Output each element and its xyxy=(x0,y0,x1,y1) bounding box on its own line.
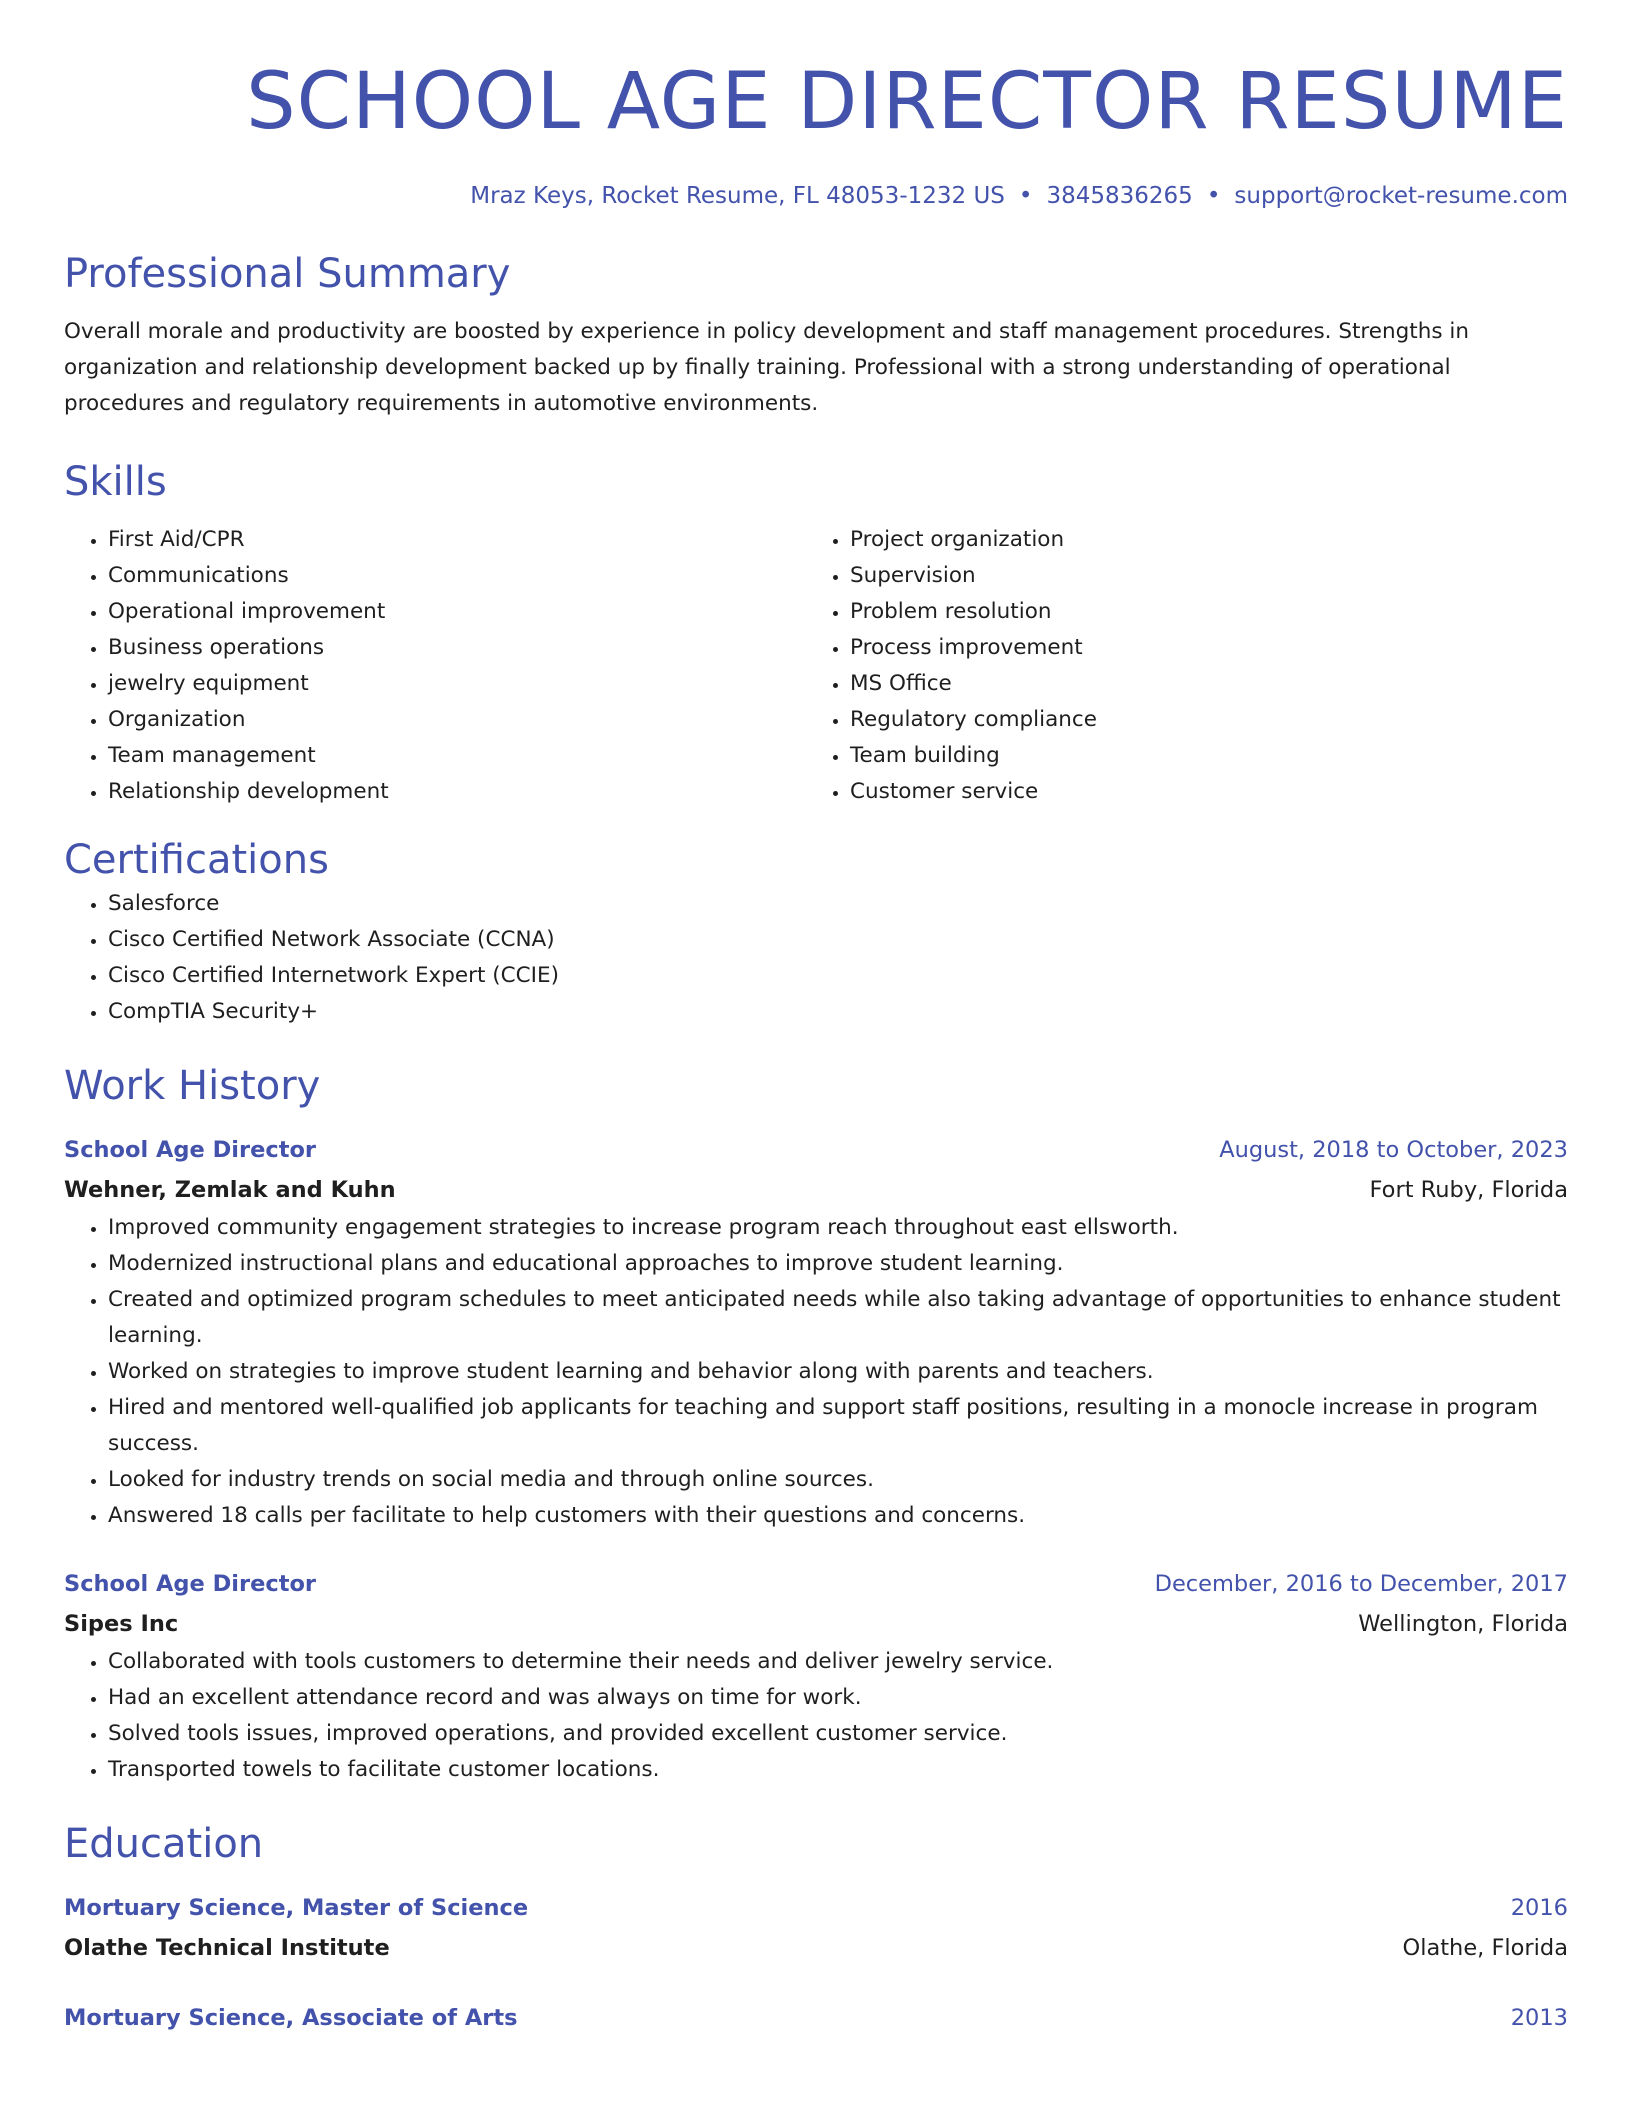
education-degree-row xyxy=(64,1888,1568,1928)
job-bullet: • Collaborated with tools customers to determine their needs and deliver jewelry service. xyxy=(108,1644,1568,1680)
contact-email: support@rocket-resume.com xyxy=(1234,183,1568,209)
job-entry xyxy=(64,1564,1568,1788)
job-bullet: • Hired and mentored well-qualified job applicants for teaching and support staff positions, resulting in a monocle increase in program success. xyxy=(108,1390,1568,1462)
education-degree: Mortuary Science, Master of Science xyxy=(64,1895,529,1921)
job-company-row xyxy=(64,1604,1568,1644)
skill-item: • jewelry equipment xyxy=(108,666,806,702)
skill-item: • Regulatory compliance xyxy=(850,702,1548,738)
job-bullet: • Had an excellent attendance record and was always on time for work. xyxy=(108,1680,1568,1716)
certifications-list xyxy=(64,886,1568,1030)
education-entry xyxy=(64,1888,1568,1968)
education-entry xyxy=(64,1998,1568,2038)
resume-title: SCHOOL AGE DIRECTOR RESUME xyxy=(246,57,1568,147)
education-heading: Education xyxy=(64,1821,264,1867)
job-entry xyxy=(64,1130,1568,1534)
certifications-heading: Certifications xyxy=(64,837,329,883)
job-dates: August, 2018 to October, 2023 xyxy=(1219,1137,1568,1163)
contact-phone: 3845836265 xyxy=(1046,183,1193,209)
job-bullet: • Modernized instructional plans and educational approaches to improve student learning. xyxy=(108,1246,1568,1282)
skill-item: • First Aid/CPR xyxy=(108,522,806,558)
education-location: Olathe, Florida xyxy=(1402,1935,1568,1961)
contact-line xyxy=(64,180,1568,212)
contact-separator: • xyxy=(1018,183,1033,209)
job-company-row xyxy=(64,1170,1568,1210)
skill-item: • Problem resolution xyxy=(850,594,1548,630)
job-bullet: • Created and optimized program schedules to meet anticipated needs while also taking advantage of opportunities to enhance student learning. xyxy=(108,1282,1568,1354)
job-bullet: • Transported towels to facilitate customer locations. xyxy=(108,1752,1568,1788)
job-bullet: • Looked for industry trends on social media and through online sources. xyxy=(108,1462,1568,1498)
skill-item: • Team building xyxy=(850,738,1548,774)
job-bullets xyxy=(64,1210,1568,1534)
summary-text: Overall morale and productivity are boosted by experience in policy development and staff management procedures. Strengths in organization and relationship development backed up by finally training. Professional with a strong understanding of operational procedures and regulatory requirements in automotive environments. xyxy=(64,319,1469,416)
skill-item: • Communications xyxy=(108,558,806,594)
job-title-row xyxy=(64,1564,1568,1604)
job-bullet: • Answered 18 calls per facilitate to help customers with their questions and concerns. xyxy=(108,1498,1568,1534)
skill-item: • Supervision xyxy=(850,558,1548,594)
job-company: Wehner, Zemlak and Kuhn xyxy=(64,1177,396,1203)
job-title: School Age Director xyxy=(64,1137,317,1163)
education-degree-row xyxy=(64,1998,1568,2038)
skills-right-list xyxy=(806,522,1548,810)
job-title: School Age Director xyxy=(64,1571,317,1597)
skills-heading: Skills xyxy=(64,459,167,505)
education-school: Olathe Technical Institute xyxy=(64,1935,390,1961)
certification-item: • Salesforce xyxy=(108,886,1568,922)
skills-grid xyxy=(64,522,1568,810)
job-bullet: • Improved community engagement strategies to increase program reach throughout east ellsworth. xyxy=(108,1210,1568,1246)
certification-item: • CompTIA Security+ xyxy=(108,994,1568,1030)
education-year: 2013 xyxy=(1510,2005,1568,2031)
contact-address: Mraz Keys, Rocket Resume, FL 48053-1232 US xyxy=(470,183,1005,209)
skills-left-list xyxy=(64,522,806,810)
skill-item: • Process improvement xyxy=(850,630,1548,666)
skill-item: • Business operations xyxy=(108,630,806,666)
skill-item: • Operational improvement xyxy=(108,594,806,630)
job-dates: December, 2016 to December, 2017 xyxy=(1154,1571,1568,1597)
job-bullet: • Solved tools issues, improved operations, and provided excellent customer service. xyxy=(108,1716,1568,1752)
job-company: Sipes Inc xyxy=(64,1611,179,1637)
job-bullet: • Worked on strategies to improve student learning and behavior along with parents and teachers. xyxy=(108,1354,1568,1390)
skill-item: • Customer service xyxy=(850,774,1548,810)
skill-item: • Organization xyxy=(108,702,806,738)
certification-item: • Cisco Certified Network Associate (CCNA) xyxy=(108,922,1568,958)
contact-separator: • xyxy=(1206,183,1221,209)
education-year: 2016 xyxy=(1510,1895,1568,1921)
job-title-row xyxy=(64,1130,1568,1170)
job-location: Fort Ruby, Florida xyxy=(1369,1177,1568,1203)
work-history-heading: Work History xyxy=(64,1063,321,1109)
education-degree: Mortuary Science, Associate of Arts xyxy=(64,2005,518,2031)
job-location: Wellington, Florida xyxy=(1358,1611,1568,1637)
skill-item: • Project organization xyxy=(850,522,1548,558)
education-school-row xyxy=(64,1928,1568,1968)
skill-item: • Relationship development xyxy=(108,774,806,810)
skill-item: • Team management xyxy=(108,738,806,774)
certification-item: • Cisco Certified Internetwork Expert (CCIE) xyxy=(108,958,1568,994)
job-bullets xyxy=(64,1644,1568,1788)
skill-item: • MS Office xyxy=(850,666,1548,702)
summary-heading: Professional Summary xyxy=(64,251,511,297)
